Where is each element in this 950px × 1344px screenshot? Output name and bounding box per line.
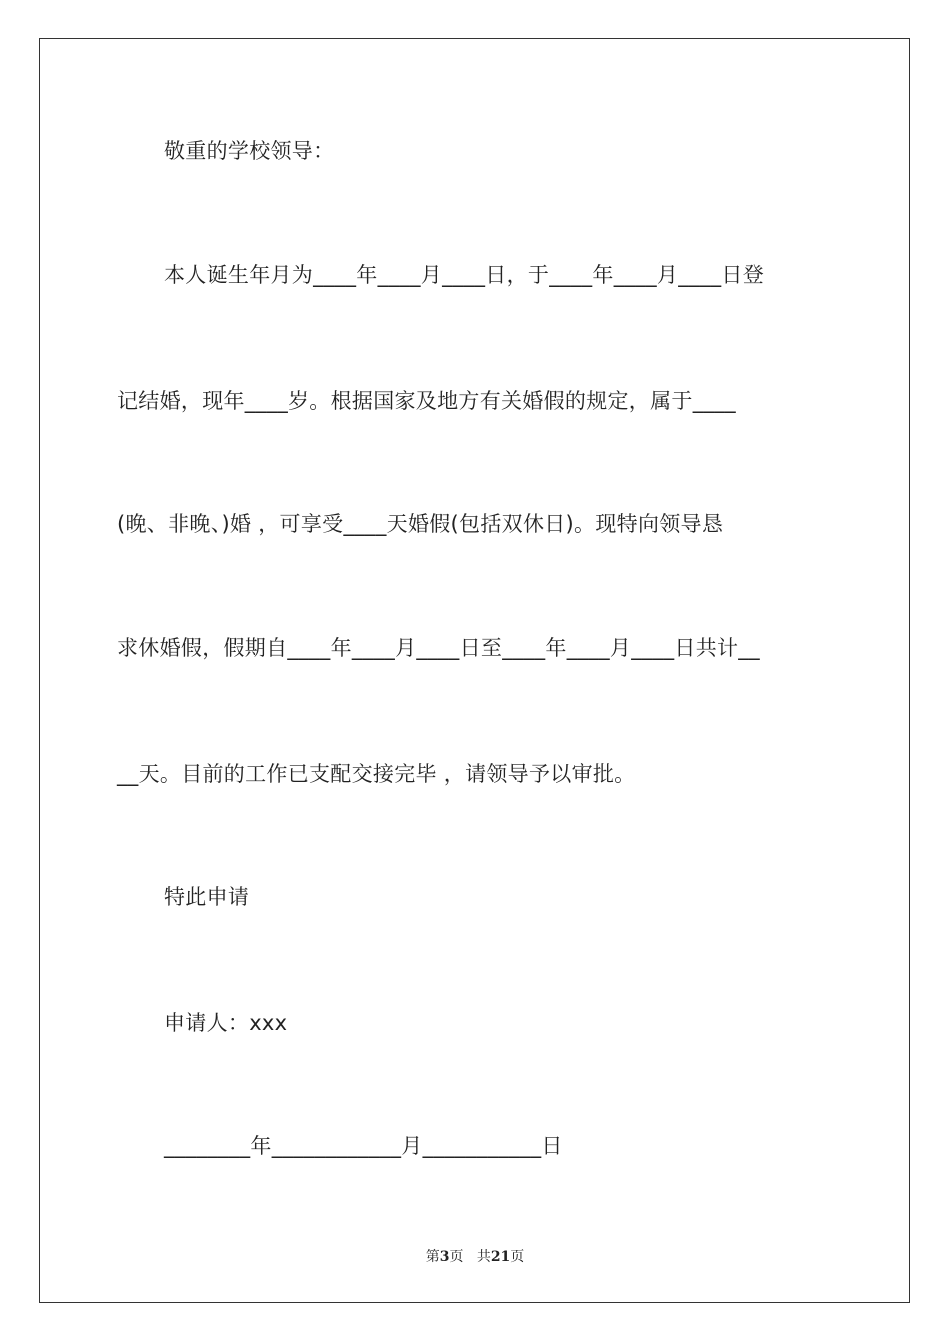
body-line-4: 求休婚假，假期自____年____月____日至____年____月____日共计__ [117, 636, 760, 660]
footer-prefix: 第 [425, 1249, 440, 1265]
applicant-line: 申请人：xxx [164, 1011, 288, 1035]
footer-total-unit: 页 [510, 1249, 525, 1265]
footer-page-number: 3 [439, 1249, 450, 1265]
body-line-5: __天。目前的工作已支配交接完毕 ，请领导予以审批。 [117, 762, 636, 786]
footer-total-pages: 21 [490, 1249, 511, 1265]
page-border [39, 38, 910, 1303]
body-line-2: 记结婚，现年____岁。根据国家及地方有关婚假的规定，属于____ [117, 389, 736, 413]
date-line: ________年____________月___________日 [164, 1134, 563, 1158]
closing-text: 特此申请 [164, 885, 250, 909]
page-footer [0, 1247, 950, 1267]
body-line-3: (晚、非晚、)婚 ，可享受____天婚假(包括双休日)。现特向领导恳 [117, 512, 724, 536]
salutation: 敬重的学校领导： [164, 139, 335, 163]
body-line-1: 本人诞生年月为____年____月____日，于____年____月____日登 [164, 263, 764, 287]
footer-page-unit: 页 [449, 1249, 464, 1265]
footer-total-prefix: 共 [476, 1249, 491, 1265]
